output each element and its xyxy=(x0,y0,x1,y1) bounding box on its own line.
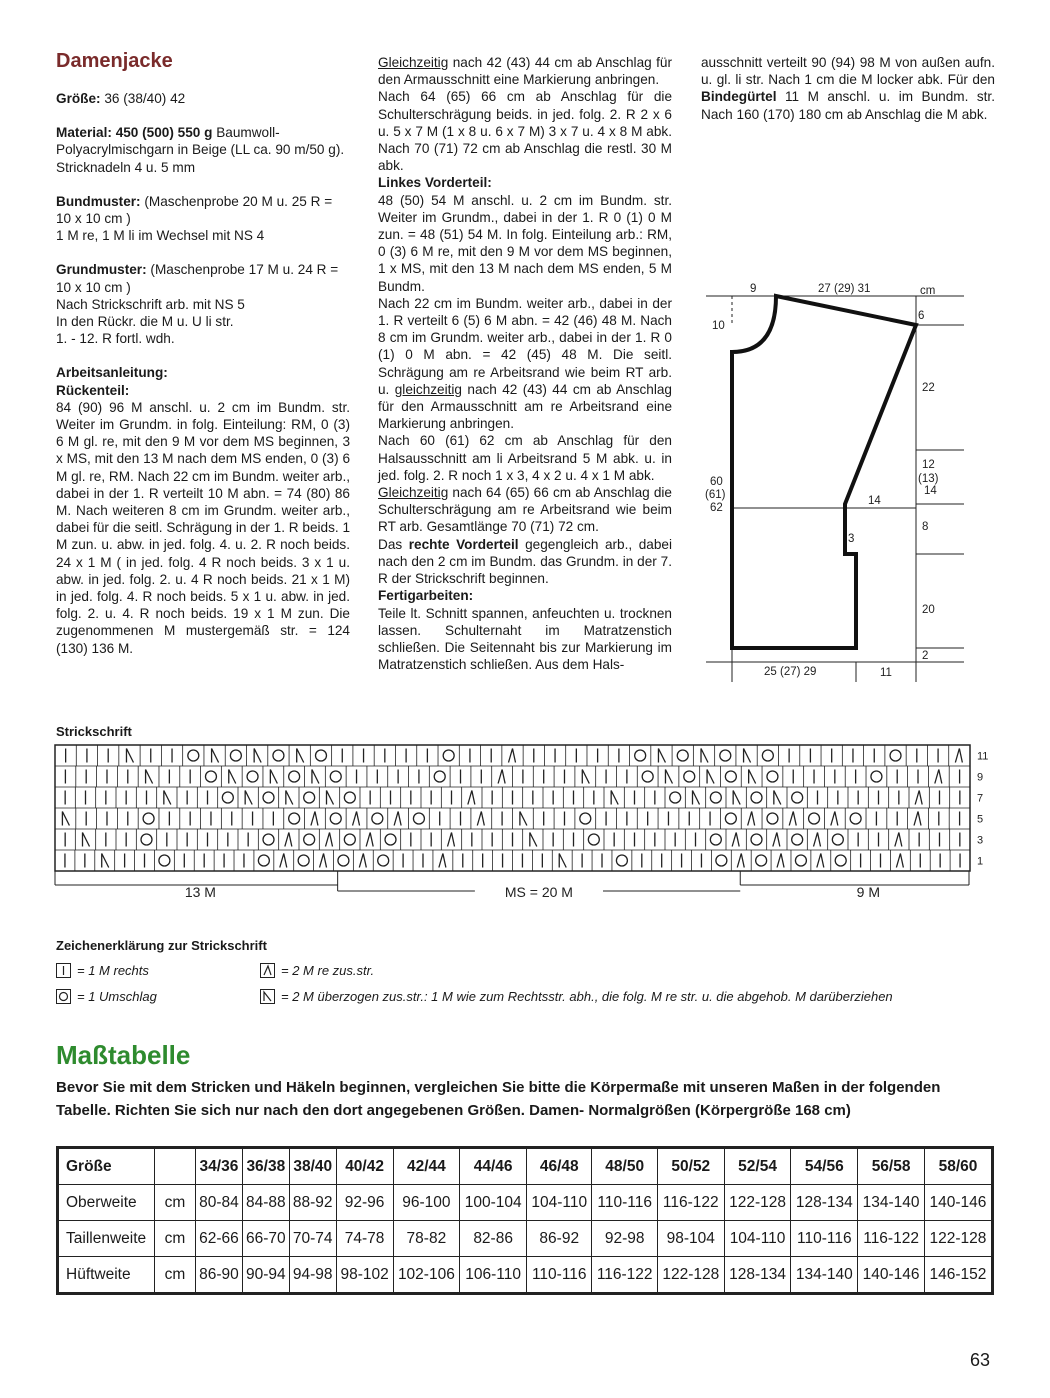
table-cell: 88-92 xyxy=(289,1185,336,1221)
chart-cell xyxy=(448,833,455,847)
chart-cell xyxy=(385,834,396,845)
knitting-chart xyxy=(54,745,989,900)
chart-cell xyxy=(582,770,589,784)
row-unit: cm xyxy=(155,1185,196,1221)
sch-label-top: 27 (29) 31 xyxy=(818,283,871,295)
table-cell: 134-140 xyxy=(791,1257,858,1294)
chart-cell xyxy=(188,750,199,761)
chart-cell xyxy=(809,813,820,824)
size-header: 42/44 xyxy=(393,1148,460,1185)
table-cell: 96-100 xyxy=(393,1185,460,1221)
chart-cell xyxy=(344,792,355,803)
sch-label-61: (61) xyxy=(705,489,726,501)
chart-cell xyxy=(344,834,355,845)
chart-cell xyxy=(748,812,755,826)
size-header: 38/40 xyxy=(289,1148,336,1185)
chart-cell xyxy=(658,749,665,763)
chart-cell xyxy=(732,833,739,847)
legend-k2tog-text: = 2 M re zus.str. xyxy=(281,963,375,978)
chart-cell xyxy=(326,833,333,847)
table-cell: 74-78 xyxy=(336,1221,393,1257)
chart-cell xyxy=(733,791,740,805)
chart-cell xyxy=(635,750,646,761)
table-cell: 82-86 xyxy=(460,1221,527,1257)
table-cell: 92-98 xyxy=(592,1221,657,1257)
legend-knit xyxy=(56,963,149,978)
chart-cell xyxy=(439,854,446,868)
table-cell: 110-116 xyxy=(527,1257,592,1294)
chart-cell xyxy=(767,813,778,824)
row-number: 9 xyxy=(977,771,984,784)
size-header: 44/46 xyxy=(460,1148,527,1185)
chart-cell xyxy=(737,854,744,868)
sch-label-62: 62 xyxy=(710,502,723,514)
material-paragraph: Material: 450 (500) 550 g Baumwoll-Polyacrylmischgarn in Beige (LL ca. 90 m/50 g). Stricknadeln 4 u. 5 mm xyxy=(56,125,345,175)
table-cell: 110-116 xyxy=(592,1185,657,1221)
chart-cell xyxy=(254,749,261,763)
sch-label-8: 8 xyxy=(922,521,929,533)
chart-cell xyxy=(588,834,599,845)
chart-cell xyxy=(280,854,287,868)
fertig-heading: Fertigarbeiten: xyxy=(378,588,474,604)
legend-ssk xyxy=(260,989,893,1004)
size-header: 52/54 xyxy=(724,1148,791,1185)
row-number: 7 xyxy=(977,792,984,805)
chart-title: Strickschrift xyxy=(56,724,132,739)
table-cell: 116-122 xyxy=(592,1257,657,1294)
chart-cell xyxy=(530,833,537,847)
sch-label-cm: cm xyxy=(920,285,936,297)
sch-label-3: 3 xyxy=(848,533,855,545)
chart-cell xyxy=(327,791,334,805)
chart-cell xyxy=(298,855,309,866)
links-heading: Linkes Vorderteil: xyxy=(378,175,492,191)
table-cell: 128-134 xyxy=(791,1185,858,1221)
sch-label-22: 22 xyxy=(922,382,935,394)
sch-label-2: 2 xyxy=(922,650,929,662)
chart-cell xyxy=(263,792,274,803)
chart-cell xyxy=(896,854,903,868)
chart-cell xyxy=(164,791,171,805)
table-row xyxy=(58,1221,993,1257)
chart-cell xyxy=(559,854,566,868)
chart-cell xyxy=(258,855,269,866)
chart-cell xyxy=(725,771,736,782)
chart-cell xyxy=(312,770,319,784)
page-number: 63 xyxy=(970,1350,991,1370)
chart-bottom-label: 13 M xyxy=(184,884,216,900)
legend-yo-text: = 1 Umschlag xyxy=(77,989,157,1004)
chart-cell xyxy=(642,771,653,782)
header-unit xyxy=(155,1148,196,1185)
chart-cell xyxy=(774,791,781,805)
column-1 xyxy=(56,90,350,657)
chart-cell xyxy=(126,749,133,763)
chart-cell xyxy=(289,813,300,824)
chart-cell xyxy=(871,771,882,782)
chart-cell xyxy=(263,834,274,845)
legend-k2tog xyxy=(260,963,374,978)
sch-label-12: 12 xyxy=(922,459,935,471)
bund-paragraph: Bundmuster: (Maschenprobe 20 M u. 25 R = 10 x 10 cm ) xyxy=(56,193,333,227)
chart-cell xyxy=(616,855,627,866)
chart-cell xyxy=(378,855,389,866)
chart-cell xyxy=(434,771,445,782)
table-cell: 134-140 xyxy=(858,1185,925,1221)
row-number: 3 xyxy=(977,834,984,847)
k2tog-icon xyxy=(260,963,275,978)
chart-cell xyxy=(725,813,736,824)
chart-cell xyxy=(229,770,236,784)
chart-cell xyxy=(710,792,721,803)
sch-label-14-right: 14 xyxy=(924,485,937,497)
chart-cell xyxy=(311,812,318,826)
legend-knit-text: = 1 M rechts xyxy=(77,963,149,978)
chart-cell xyxy=(915,791,922,805)
yarn-over-icon xyxy=(56,989,71,1004)
table-cell: 146-152 xyxy=(924,1257,992,1294)
size-header: 54/56 xyxy=(791,1148,858,1185)
chart-cell xyxy=(707,770,714,784)
chart-cell xyxy=(212,749,219,763)
chart-cell xyxy=(498,770,505,784)
garment-schematic xyxy=(702,272,972,692)
chart-cell xyxy=(222,792,233,803)
chart-cell xyxy=(789,812,796,826)
col3-text: ausschnitt verteilt 90 (94) 98 M von außen aufn. u. gl. li str. Nach 1 cm die M locker abk. Für den Bindegürtel 11 M anschl. u. im Bundm. str. Nach 160 (170) 180 cm ab Anschlag die M abk. xyxy=(701,55,995,122)
table-cell: 90-94 xyxy=(242,1257,289,1294)
legend-yo xyxy=(56,989,157,1004)
size-header: 48/50 xyxy=(592,1148,657,1185)
table-cell: 84-88 xyxy=(242,1185,289,1221)
chart-cell xyxy=(330,813,341,824)
chart-cell xyxy=(394,812,401,826)
size-table xyxy=(56,1146,994,1295)
chart-cell xyxy=(230,750,241,761)
chart-bottom-label: MS = 20 M xyxy=(504,884,573,900)
chart-cell xyxy=(850,813,861,824)
col2-p8: Teile lt. Schnitt spannen, anfeuchten u. trocknen lassen. Schulternaht im Matratzenstich schließen. Die Seitennaht bis zur Markierung im Matratzenstich schließen. Aus dem Hals- xyxy=(378,605,672,673)
chart-cell xyxy=(720,750,731,761)
rueck-heading: Rückenteil: xyxy=(56,382,130,398)
chart-cell xyxy=(831,812,838,826)
chart-cell xyxy=(701,749,708,763)
row-unit: cm xyxy=(155,1221,196,1257)
chart-cell xyxy=(693,791,700,805)
table-cell: 122-128 xyxy=(724,1185,791,1221)
chart-cell xyxy=(744,749,751,763)
sch-label-13: (13) xyxy=(918,473,939,485)
grund-paragraph: Grundmuster: (Maschenprobe 17 M u. 24 R = 10 x 10 cm ) xyxy=(56,262,339,295)
size-header: 58/60 xyxy=(924,1148,992,1185)
chart-cell xyxy=(773,833,780,847)
knit-symbol-icon xyxy=(56,963,71,978)
table-cell: 104-110 xyxy=(527,1185,592,1221)
row-number: 5 xyxy=(977,813,984,826)
chart-cell xyxy=(102,854,109,868)
table-cell: 128-134 xyxy=(724,1257,791,1294)
table-cell: 140-146 xyxy=(858,1257,925,1294)
chart-cell xyxy=(353,812,360,826)
chart-cell xyxy=(751,792,762,803)
row-number: 11 xyxy=(977,750,989,763)
sch-label-bottom: 25 (27) 29 xyxy=(764,666,817,678)
table-row xyxy=(58,1257,993,1294)
chart-cell xyxy=(767,771,778,782)
chart-cell xyxy=(330,771,341,782)
chart-cell xyxy=(83,833,90,847)
sch-label-6: 6 xyxy=(918,310,925,322)
table-cell: 86-92 xyxy=(527,1221,592,1257)
table-cell: 116-122 xyxy=(858,1221,925,1257)
chart-cell xyxy=(817,854,824,868)
chart-cell xyxy=(935,770,942,784)
sch-label-14: 14 xyxy=(868,495,881,507)
chart-cell xyxy=(289,771,300,782)
chart-cell xyxy=(792,834,803,845)
chart-cell xyxy=(366,833,373,847)
chart-cell xyxy=(914,812,921,826)
table-cell: 80-84 xyxy=(196,1185,243,1221)
chart-cell xyxy=(468,791,475,805)
chart-cell xyxy=(670,792,681,803)
chart-cell xyxy=(895,833,902,847)
chart-cell xyxy=(247,771,258,782)
table-cell: 110-116 xyxy=(791,1221,858,1257)
table-cell: 92-96 xyxy=(336,1185,393,1221)
chart-cell xyxy=(141,834,152,845)
row-label: Hüftweite xyxy=(58,1257,155,1294)
chart-cell xyxy=(792,792,803,803)
pattern-title: Damenjacke xyxy=(56,50,173,72)
table-cell: 70-74 xyxy=(289,1221,336,1257)
chart-cell xyxy=(611,791,618,805)
chart-cell xyxy=(749,770,756,784)
chart-cell xyxy=(315,750,326,761)
column-2 xyxy=(378,54,672,673)
row-label: Oberweite xyxy=(58,1185,155,1221)
chart-cell xyxy=(205,771,216,782)
bund-line-2: 1 M re, 1 M li im Wechsel mit NS 4 xyxy=(56,228,265,244)
chart-cell xyxy=(835,855,846,866)
chart-cell xyxy=(359,854,366,868)
chart-cell xyxy=(338,855,349,866)
chart-cell xyxy=(762,750,773,761)
table-cell: 104-110 xyxy=(724,1221,791,1257)
col2-p3: 48 (50) 54 M anschl. u. 2 cm im Bundm. str. Weiter im Grundm., dabei in der 1. R 0 (1) 0 M zun. = 48 (51) 54 M. In folg. Einteilung arb.: RM, 0 (3) 6 M re, mit den 9 M vor dem MS beginnen, 1 x MS, mit den 13 M nach dem MS enden, 5 M Bundm. xyxy=(378,192,672,294)
table-cell: 86-90 xyxy=(196,1257,243,1294)
grund-line-3: In den Rückr. die M u. U li str. xyxy=(56,314,234,330)
col2-p2: Nach 64 (65) 66 cm ab Anschlag für die Schulterschrägung beids. in jed. folg. 2. R 2 x 6 u. 5 x 7 M (1 x 8 u. 6 x 7 M) 3 x 7 u. 4 x 8 M abk. Nach 70 (71) 72 cm ab Anschlag die restl. 30 M abk. xyxy=(378,89,672,174)
chart-cell xyxy=(756,855,767,866)
table-cell: 98-104 xyxy=(657,1221,724,1257)
table-cell: 98-102 xyxy=(336,1257,393,1294)
row-number: 1 xyxy=(977,855,984,868)
table-cell: 106-110 xyxy=(460,1257,527,1294)
chart-cell xyxy=(273,750,284,761)
table-cell: 66-70 xyxy=(242,1221,289,1257)
chart-cell xyxy=(372,813,383,824)
chart-cell xyxy=(814,833,821,847)
col2-p7: Das rechte Vorderteil gegengleich arb., dabei nach den 2 cm im Bundm. das Grundm. in der 7. R der Strickschrift beginnen. xyxy=(378,536,672,587)
chart-cell xyxy=(159,855,170,866)
arbeit-heading: Arbeitsanleitung: xyxy=(56,365,168,381)
table-cell: 100-104 xyxy=(460,1185,527,1221)
col2-p5: Nach 60 (61) 62 cm ab Anschlag für den Halsausschnitt am li Arbeitsrand 5 M abk. u. in jed. folg. 2. R noch 1 x 3, 4 x 2 u. 4 x 1 M abk. xyxy=(378,433,672,483)
chart-cell xyxy=(832,834,843,845)
chart-cell xyxy=(520,812,527,826)
table-cell: 62-66 xyxy=(196,1221,243,1257)
table-cell: 140-146 xyxy=(924,1185,992,1221)
table-cell: 122-128 xyxy=(657,1257,724,1294)
size-header: 36/38 xyxy=(242,1148,289,1185)
chart-cell xyxy=(297,749,304,763)
chart-cell xyxy=(304,834,315,845)
col2-p4: Nach 22 cm im Bundm. weiter arb., dabei in der 1. R verteilt 6 (5) 6 M abn. = 42 (46) 48 M. Nach 8 cm im Grundm. weiter arb., dabei in der 1. R 0 (1) 0 M abn. = 42 (45) 48 M. Die seitl. Schrägung am re Arbeitsrand wie beim RT arb. u. gleichzeitig nach 42 (43) 44 cm ab Anschlag für den Armausschnitt am re Arbeitsrand eine Markierung anbringen. xyxy=(378,295,672,432)
size-header: 34/36 xyxy=(196,1148,243,1185)
header-label: Größe xyxy=(58,1148,155,1185)
size-header: 40/42 xyxy=(336,1148,393,1185)
chart-cell xyxy=(62,812,69,826)
row-label: Taillenweite xyxy=(58,1221,155,1257)
column-3 xyxy=(701,54,995,123)
chart-cell xyxy=(443,750,454,761)
chart-cell xyxy=(795,855,806,866)
table-cell: 122-128 xyxy=(924,1221,992,1257)
chart-cell xyxy=(146,770,153,784)
chart-cell xyxy=(684,771,695,782)
rueck-text: 84 (90) 96 M anschl. u. 2 cm im Bundm. str. Weiter im Grundm. in folg. Einteilung: RM, 0 (3) 6 M gl. re, mit den 9 M vor dem MS beginnen, 3 x MS, mit den 13 M nach dem MS enden, 0 (3) 6 M gl. re, RM. Nach 22 cm im Bundm. weiter arb., dabei in der 1. R verteilt 10 M abn. = 74 (80) 86 M. Nach weiteren 8 cm im Grundm. weiter arb., dabei für die seitl. Schrägung in der 1. R beids. 1 M zun. u. abw. in jed. folg. 4. u. 2. R noch beids. 24 x 1 M ( in jed. folg. 4 R noch beids. 3 x 1 u. abw. in jed. folg. 2. u. 4 R noch beids. 21 x 1 M) in jed. folg. 4. R noch beids. 5 x 1 u. abw. in jed. folg. 2. u. 4. R noch beids. 19 x 1 M zun. Die zugenommenen M mustergemäß str. = 124 (130) 136 M. xyxy=(56,399,350,656)
legend-ssk-text: = 2 M überzogen zus.str.: 1 M wie zum Rechtsstr. abh., die folg. M re str. u. die abgehob. M darüberziehen xyxy=(281,989,893,1004)
table-cell: 102-106 xyxy=(393,1257,460,1294)
chart-cell xyxy=(955,749,962,763)
chart-cell xyxy=(285,833,292,847)
size-table-title: Maßtabelle xyxy=(56,1040,191,1070)
size-table-header xyxy=(58,1148,993,1185)
chart-cell xyxy=(777,854,784,868)
col2-p1: Gleichzeitig nach 42 (43) 44 cm ab Anschlag für den Armausschnitt eine Markierung anbringen. xyxy=(378,55,672,88)
sch-label-10: 10 xyxy=(712,320,725,332)
table-cell: 116-122 xyxy=(657,1185,724,1221)
chart-bottom-label: 9 M xyxy=(856,884,881,900)
chart-cell xyxy=(716,855,727,866)
chart-cell xyxy=(580,813,591,824)
chart-cell xyxy=(665,770,672,784)
grund-line-4: 1. - 12. R fortl. wdh. xyxy=(56,331,175,347)
sch-label-11: 11 xyxy=(880,667,892,679)
chart-cell xyxy=(477,812,484,826)
chart-cell xyxy=(751,834,762,845)
size-header: 46/48 xyxy=(527,1148,592,1185)
size-header: 50/52 xyxy=(657,1148,724,1185)
chart-cell xyxy=(509,749,516,763)
chart-cell xyxy=(320,854,327,868)
sch-label-20: 20 xyxy=(922,604,935,616)
table-cell: 94-98 xyxy=(289,1257,336,1294)
row-unit: cm xyxy=(155,1257,196,1294)
chart-cell xyxy=(710,834,721,845)
chart-cell xyxy=(413,813,424,824)
legend-title: Zeichenerklärung zur Strickschrift xyxy=(56,938,267,953)
chart-cell xyxy=(286,791,293,805)
table-cell: 78-82 xyxy=(393,1221,460,1257)
chart-cell xyxy=(304,792,315,803)
chart-cell xyxy=(677,750,688,761)
size-table-intro: Bevor Sie mit dem Stricken und Häkeln beginnen, vergleichen Sie bitte die Körpermaße mit unseren Maßen in der folgenden Tabelle. Richten Sie sich nur nach den dort angegebenen Größen. Damen- Normalgrößen (Körpergröße 168 cm) xyxy=(56,1079,941,1119)
size-paragraph: Größe: 36 (38/40) 42 xyxy=(56,91,186,106)
grund-line-2: Nach Strickschrift arb. mit NS 5 xyxy=(56,296,245,312)
size-header: 56/58 xyxy=(858,1148,925,1185)
chart-cell xyxy=(890,750,901,761)
sch-label-9: 9 xyxy=(750,283,757,295)
chart-cell xyxy=(143,813,154,824)
chart-cell xyxy=(245,791,252,805)
table-row xyxy=(58,1185,993,1221)
chart-cell xyxy=(270,770,277,784)
ssk-icon xyxy=(260,989,275,1004)
sch-label-60: 60 xyxy=(710,476,723,488)
col2-p6: Gleichzeitig nach 64 (65) 66 cm ab Anschlag die Schulterschrägung am re Arbeitsrand wie beim RT arb. Gesamtlänge 70 (71) 72 cm. xyxy=(378,485,672,535)
